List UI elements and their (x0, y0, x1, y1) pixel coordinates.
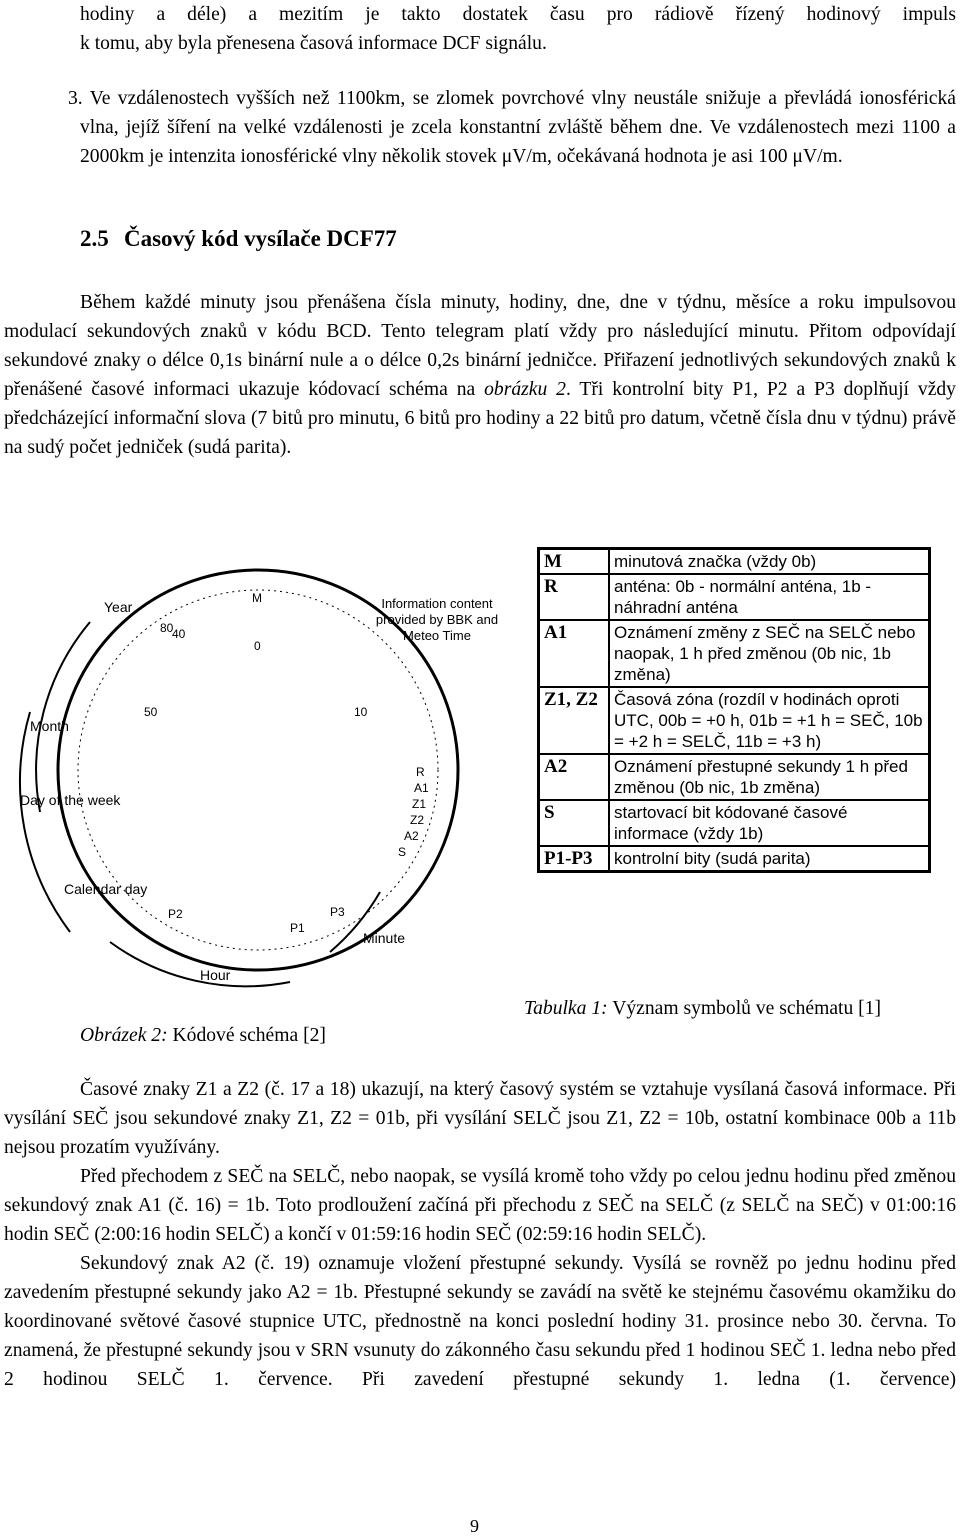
figure-caption-text: Kódové schéma [2] (167, 1025, 326, 1046)
body-paragraph-1 (4, 288, 956, 462)
section-number: 2.5 (80, 226, 109, 251)
table-cell-desc: Časová zóna (rozdíl v hodinách oproti UTC, 00b = +0 h, 01b = +1 h = SEČ, 10b = +2 h = SELČ, 11b = +3 h) (609, 687, 930, 754)
mark-S: S (398, 845, 407, 859)
body-paragraph-2: Časové znaky Z1 a Z2 (č. 17 a 18) ukazují, na který časový systém se vztahuje vysílaná časová informace. Při vysílání SEČ jsou sekundové znaky Z1, Z2 = 01b, při vysílání SELČ jsou Z1, Z2 = 10b, ostatní kombinace 00b a 11b nejsou prozatím využívány. (4, 1079, 956, 1158)
mark-10: 10 (354, 705, 368, 719)
table-row (539, 620, 930, 687)
mark-P2: P2 (168, 907, 183, 921)
mark-0: 0 (254, 639, 261, 653)
label-calendar-day: Calendar day (64, 881, 148, 897)
symbol-table (537, 547, 931, 873)
table-cell-desc: minutová značka (vždy 0b) (609, 549, 930, 575)
body-paragraphs-2 (4, 1075, 956, 1394)
mark-A1: A1 (414, 781, 429, 795)
table-cell-code: A2 (539, 754, 610, 800)
table-row (539, 574, 930, 620)
mark-80: 80 (160, 621, 174, 635)
label-hour: Hour (200, 967, 231, 983)
table-caption-text: Význam symbolů ve schématu [1] (607, 998, 882, 1019)
label-year: Year (104, 599, 133, 615)
intro-line-1: hodiny a déle) a mezitím je takto dostatek času pro rádiově řízený hodinový impuls (80, 4, 956, 25)
dcf77-coding-diagram (0, 512, 520, 992)
table-row (539, 687, 930, 754)
table-cell-code: M (539, 549, 610, 575)
table-row (539, 800, 930, 846)
mark-M: M (252, 591, 262, 605)
intro-line-2: k tomu, aby byla přenesena časová informace DCF signálu. (80, 33, 547, 54)
para1-text-a: Během každé minuty jsou přenášena čísla minuty, hodiny, dne, dne v týdnu, měsíce a roku impulsovou modulací sekundových znaků v kódu BCD. Tento telegram platí vždy pro následující minutu. Přitom odpovídají sekundové znaky o délce 0,1s binární nule a o délce 0,2s binární jedničce. Přiřazení jednotlivých sekundových znaků k přenášené časové informaci ukazuje kódovací schéma na (4, 292, 956, 400)
section-title: Časový kód vysílače DCF77 (124, 226, 397, 251)
table-cell-desc: anténa: 0b - normální anténa, 1b - náhradní anténa (609, 574, 930, 620)
table-row (539, 549, 930, 575)
mark-50: 50 (144, 705, 158, 719)
table-caption (524, 996, 881, 1022)
intro-paragraph (80, 0, 956, 58)
figure-caption-label: Obrázek 2: (80, 1025, 168, 1046)
symbol-table-wrap (537, 547, 931, 873)
table-row (539, 754, 930, 800)
mark-A2: A2 (404, 829, 419, 843)
table-cell-desc: Oznámení přestupné sekundy 1 h před změnou (0b nic, 1b změna) (609, 754, 930, 800)
label-minute: Minute (363, 930, 406, 946)
mark-R: R (416, 765, 425, 779)
list-item-text: Ve vzdálenostech vyšších než 1100km, se zlomek povrchové vlny neustále snižuje a převládá ionosférická vlna, jejíž šíření na velké vzdálenosti je zcela konstantní zvláště během dne. Ve vzdálenostech mezi 1100 a 2000km je intenzita ionosférické vlny několik stovek μV/m, očekávaná hodnota je asi 100 μV/m. (80, 88, 957, 167)
mark-P1: P1 (290, 921, 305, 935)
table-cell-code: R (539, 574, 610, 620)
section-heading (80, 226, 397, 252)
figure-caption (80, 1023, 326, 1049)
mark-P3: P3 (330, 905, 345, 919)
table-cell-code: Z1, Z2 (539, 687, 610, 754)
figure-reference: obrázku 2 (484, 379, 566, 400)
table-cell-desc: startovací bit kódované časové informace (vždy 1b) (609, 800, 930, 846)
table-row (539, 846, 930, 872)
table-caption-label: Tabulka 1: (524, 998, 608, 1019)
label-month: Month (30, 718, 69, 734)
table-cell-desc: kontrolní bity (sudá parita) (609, 846, 930, 872)
list-item-number: 3. (68, 88, 83, 109)
table-cell-code: P1-P3 (539, 846, 610, 872)
label-day-of-week: Day of the week (20, 792, 121, 808)
mark-40: 40 (172, 627, 186, 641)
label-info: Information content provided by BBK and Meteo Time (375, 596, 499, 643)
table-cell-code: A1 (539, 620, 610, 687)
page-number: 9 (470, 1516, 479, 1536)
body-paragraph-3: Před přechodem z SEČ na SELČ, nebo naopak, se vysílá kromě toho vždy po celou jednu hodinu před změnou sekundový znak A1 (č. 16) = 1b. Toto prodloužení začíná při přechodu z SEČ na SELČ (z SELČ na SEČ) v 01:00:16 hodin SEČ (2:00:16 hodin SELČ) a končí v 01:59:16 hodin SEČ (02:59:16 hodin SELČ). (4, 1166, 956, 1245)
label-info-box (362, 596, 512, 656)
list-item-3 (68, 84, 957, 171)
bracket-month (20, 712, 70, 932)
table-cell-desc: Oznámení změny z SEČ na SELČ nebo naopak, 1 h před změnou (0b nic, 1b změna) (609, 620, 930, 687)
bracket-year (36, 622, 90, 812)
para1-text-b: . Tři kontrolní bity P1, P2 a P3 doplňují vždy předcházející informační slova (7 bitů pro minutu, 6 bitů pro hodiny a 22 bitů pro datum, včetně čísla dnu v týdnu) právě na sudý počet jedniček (sudá parita). (4, 379, 956, 458)
mark-Z1: Z1 (412, 797, 427, 811)
body-paragraph-4: Sekundový znak A2 (č. 19) oznamuje vložení přestupné sekundy. Vysílá se rovněž po jednu hodinu před zavedením přestupné sekundy jako A2 = 1b. Přestupné sekundy se zavádí na světě ke stejnému časovému okamžiku do koordinované světové časové stupnice UTC, přednostně na konci poslední hodiny 31. prosince nebo 30. června. To znamená, že přestupné sekundy jsou v SRN vsunuty do zákonného času sekundu před 1 hodinou SEČ 1. ledna nebo před 2 hodinou SELČ 1. července. Při zavedení přestupné sekundy 1. ledna (1. července) (4, 1253, 956, 1390)
table-cell-code: S (539, 800, 610, 846)
mark-Z2: Z2 (410, 813, 425, 827)
